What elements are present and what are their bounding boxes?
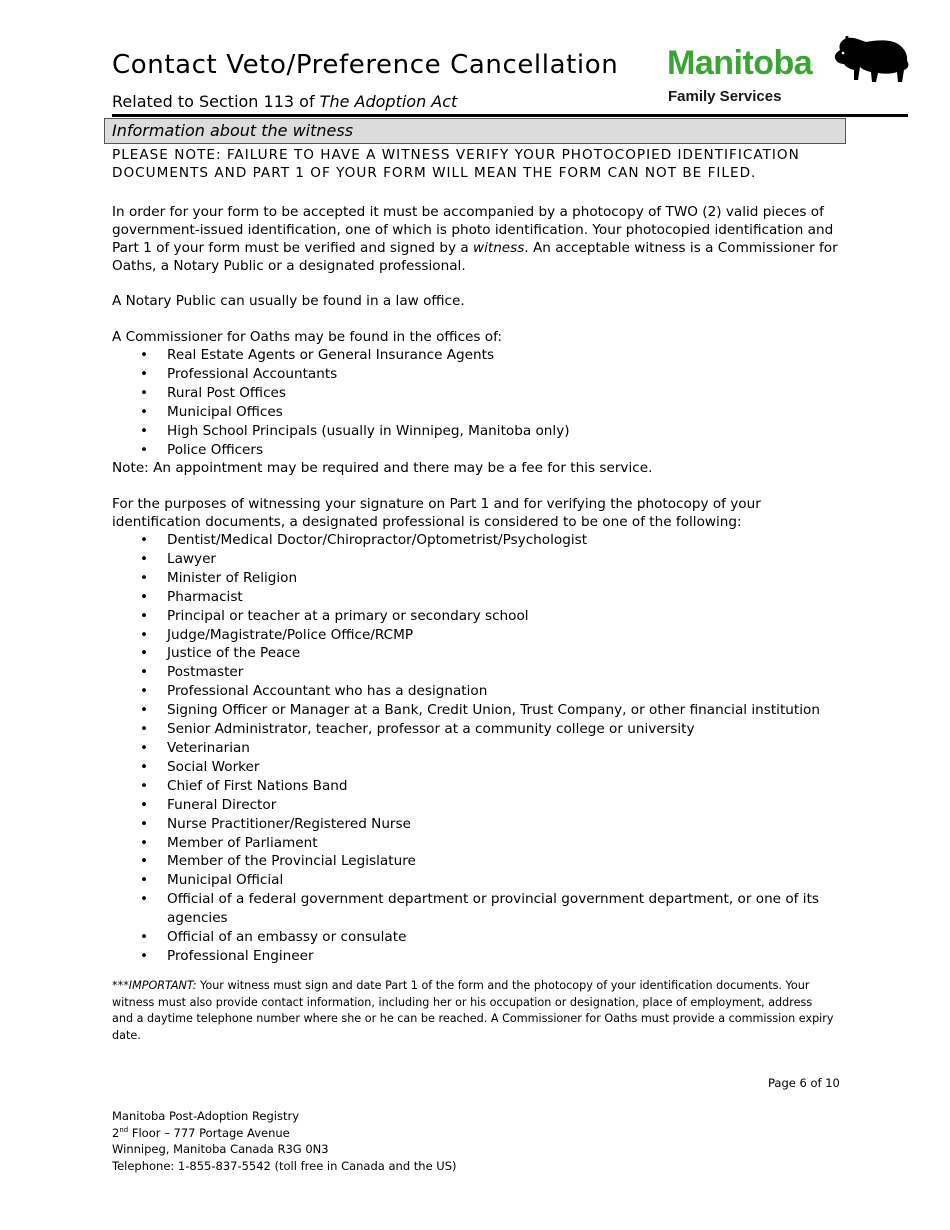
- list-item: • Police Officers: [112, 441, 842, 460]
- logo-department: Family Services: [668, 88, 782, 105]
- intro-emphasis: witness: [472, 240, 525, 256]
- important-label: ***IMPORTANT:: [112, 979, 197, 992]
- important-text: Your witness must sign and date Part 1 of the form and the photocopy of your identification documents. Your witness must also provide contact information, including her or his occupation or designation, place of employment, address and a daytime telephone number where she or he can be reached. A Commissioner for Oaths must provide a commission expiry date.: [112, 979, 834, 1042]
- list-item: • Official of a federal government department or provincial government department, or one of its agencies: [112, 890, 842, 928]
- page-title: Contact Veto/Preference Cancellation: [112, 50, 619, 80]
- list-item: • Judge/Magistrate/Police Office/RCMP: [112, 626, 842, 645]
- section-header: [104, 118, 846, 144]
- footer-org: Manitoba Post-Adoption Registry: [112, 1109, 300, 1123]
- list-item: • Pharmacist: [112, 588, 842, 607]
- list-item: • Professional Engineer: [112, 947, 842, 966]
- list-item: • Dentist/Medical Doctor/Chiropractor/Optometrist/Psychologist: [112, 531, 842, 550]
- subtitle-prefix: Related to Section 113 of: [112, 92, 320, 111]
- commissioner-offices-list: [112, 346, 842, 459]
- list-item: • Chief of First Nations Band: [112, 777, 842, 796]
- designated-professionals-list: [112, 531, 842, 966]
- list-item: • Social Worker: [112, 758, 842, 777]
- list-item: • Signing Officer or Manager at a Bank, Credit Union, Trust Company, or other financial institution: [112, 701, 842, 720]
- list-item: • Principal or teacher at a primary or secondary school: [112, 607, 842, 626]
- footer-floor-num: 2: [112, 1125, 120, 1140]
- list-item: • Municipal Offices: [112, 403, 842, 422]
- list-item: • Nurse Practitioner/Registered Nurse: [112, 815, 842, 834]
- list-item: • Professional Accountant who has a designation: [112, 682, 842, 701]
- page-number: Page 6 of 10: [768, 1076, 840, 1090]
- list-item: • Lawyer: [112, 550, 842, 569]
- section-title: Information about the witness: [112, 121, 354, 140]
- list-item: • Senior Administrator, teacher, professor at a community college or university: [112, 720, 842, 739]
- footer-floor-rest: Floor – 777 Portage Avenue: [128, 1125, 290, 1140]
- footer-address: [112, 1108, 457, 1174]
- list-item: • Rural Post Offices: [112, 384, 842, 403]
- logo-wordmark: Manitoba: [667, 44, 813, 82]
- list-item: • Veterinarian: [112, 739, 842, 758]
- commissioner-intro: A Commissioner for Oaths may be found in the offices of:: [112, 329, 503, 345]
- footer-city: Winnipeg, Manitoba Canada R3G 0N3: [112, 1142, 329, 1156]
- footer-floor-sup: nd: [119, 1125, 129, 1134]
- page-subtitle: [112, 92, 457, 111]
- footer-phone: Telephone: 1-855-837-5542 (toll free in Canada and the US): [112, 1158, 457, 1173]
- footer-floor: [112, 1125, 457, 1142]
- intro-part2: . An acceptable witness is a Commissioner for Oaths, a Notary Public or a designated professional.: [112, 240, 838, 274]
- manitoba-logo: [666, 36, 914, 112]
- designated-block: [112, 495, 842, 966]
- list-item: • Official of an embassy or consulate: [112, 928, 842, 947]
- subtitle-act: The Adoption Act: [319, 92, 458, 111]
- header-rule: [112, 114, 908, 117]
- list-item: • Real Estate Agents or General Insurance Agents: [112, 346, 842, 365]
- list-item: • High School Principals (usually in Winnipeg, Manitoba only): [112, 422, 842, 441]
- list-item: • Professional Accountants: [112, 365, 842, 384]
- commissioner-note: Note: An appointment may be required and there may be a fee for this service.: [112, 460, 653, 477]
- list-item: • Member of the Provincial Legislature: [112, 852, 842, 871]
- list-item: • Minister of Religion: [112, 569, 842, 588]
- intro-paragraph: [112, 203, 842, 275]
- intro-part1: In order for your form to be accepted it must be accompanied by a photocopy of TWO (2) valid pieces of government-issued identification, one of which is photo identification. Your photocopied identification and Part 1 of your form must be verified and signed by a: [112, 204, 834, 256]
- bison-icon: [832, 36, 910, 86]
- list-item: • Justice of the Peace: [112, 644, 842, 663]
- list-item: • Funeral Director: [112, 796, 842, 815]
- notice-text: PLEASE NOTE: FAILURE TO HAVE A WITNESS VERIFY YOUR PHOTOCOPIED IDENTIFICATION DOCUMENTS AND PART 1 OF YOUR FORM WILL MEAN THE FORM CAN NOT BE FILED.: [112, 147, 800, 181]
- commissioner-block: [112, 328, 842, 477]
- important-note: [112, 978, 836, 1044]
- designated-intro: For the purposes of witnessing your signature on Part 1 and for verifying the photocopy of your identification documents, a designated professional is considered to be one of the following:: [112, 496, 761, 530]
- list-item: • Municipal Official: [112, 871, 842, 890]
- notary-text: A Notary Public can usually be found in a law office.: [112, 293, 465, 309]
- list-item: • Member of Parliament: [112, 834, 842, 853]
- list-item: • Postmaster: [112, 663, 842, 682]
